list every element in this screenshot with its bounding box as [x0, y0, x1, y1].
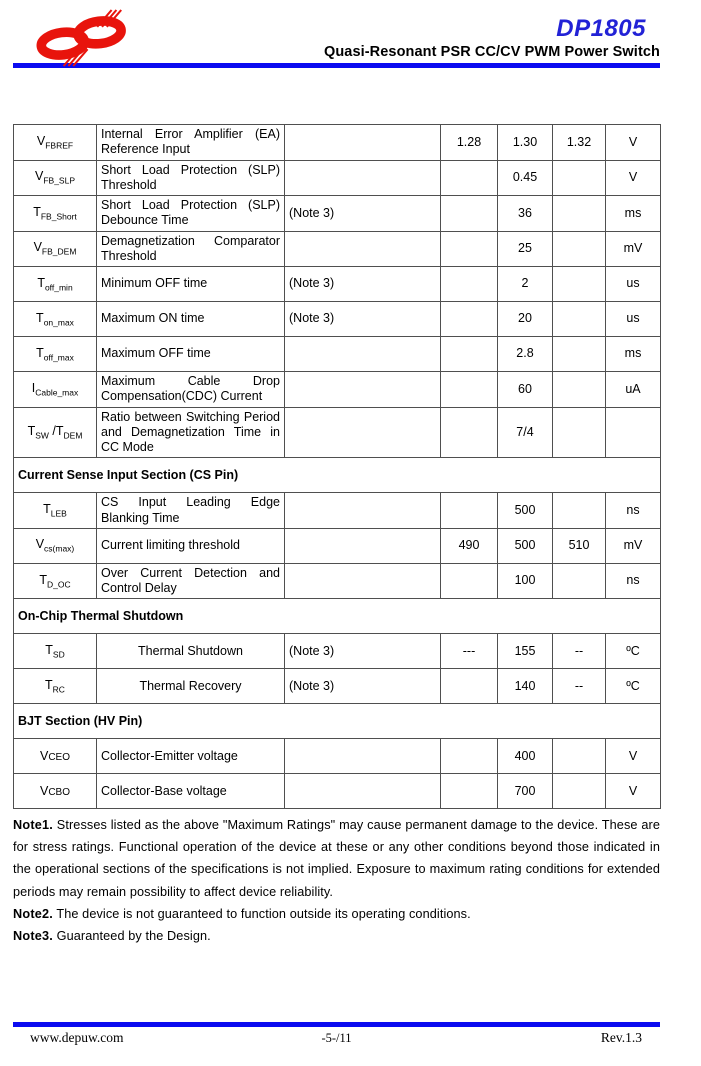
symbol-cell: $T_{SD}$: [14, 634, 97, 669]
typ-cell: 7/4: [498, 407, 553, 458]
unit-cell: V: [606, 739, 661, 774]
parameter-cell: Internal Error Amplifier (EA) Reference Input: [97, 125, 285, 161]
parameter-cell: Short Load Protection (SLP) Debounce Time: [97, 196, 285, 232]
conditions-cell: [285, 160, 441, 196]
conditions-cell: [285, 125, 441, 161]
unit-cell: [606, 407, 661, 458]
unit-cell: V: [606, 125, 661, 161]
unit-cell: us: [606, 302, 661, 337]
typ-cell: 700: [498, 774, 553, 809]
typ-cell: 20: [498, 302, 553, 337]
max-cell: [553, 739, 606, 774]
section-header-row: [14, 704, 661, 739]
header-titles: [134, 9, 660, 60]
min-cell: [441, 493, 498, 529]
max-cell: [553, 337, 606, 372]
unit-cell: mV: [606, 528, 661, 563]
conditions-cell: [285, 774, 441, 809]
typ-cell: 1.30: [498, 125, 553, 161]
spec-row: [14, 372, 661, 408]
symbol-cell: $T_{RC}$: [14, 669, 97, 704]
min-cell: [441, 231, 498, 267]
min-cell: [441, 563, 498, 599]
page-header: [13, 0, 660, 59]
conditions-cell: (Note 3): [285, 634, 441, 669]
unit-cell: ms: [606, 196, 661, 232]
max-cell: [553, 563, 606, 599]
max-cell: 1.32: [553, 125, 606, 161]
typ-cell: 2.8: [498, 337, 553, 372]
spec-row: [14, 528, 661, 563]
symbol-cell: $T_{on\_max}$: [14, 302, 97, 337]
conditions-cell: (Note 3): [285, 302, 441, 337]
unit-cell: ms: [606, 337, 661, 372]
company-logo: [30, 9, 134, 72]
note-label: Note1.: [13, 818, 53, 833]
symbol-cell: $T_{D\_OC}$: [14, 563, 97, 599]
note-paragraph: Note2. The device is not guaranteed to function outside its operating conditions.: [13, 906, 471, 921]
dp-logo-icon: [30, 9, 134, 67]
typ-cell: 0.45: [498, 160, 553, 196]
footer-rule: [13, 1022, 660, 1027]
note-paragraph: Note3. Guaranteed by the Design.: [13, 928, 211, 943]
typ-cell: 500: [498, 528, 553, 563]
max-cell: [553, 196, 606, 232]
max-cell: [553, 231, 606, 267]
conditions-cell: (Note 3): [285, 196, 441, 232]
conditions-cell: [285, 493, 441, 529]
typ-cell: 140: [498, 669, 553, 704]
spec-table: [13, 124, 661, 809]
part-number: DP1805: [556, 15, 646, 42]
symbol-cell: $I_{Cable\_max}$: [14, 372, 97, 408]
symbol-cell: $V_{FBREF}$: [14, 125, 97, 161]
parameter-cell: Maximum OFF time: [97, 337, 285, 372]
parameter-cell: Collector-Emitter voltage: [97, 739, 285, 774]
conditions-cell: [285, 231, 441, 267]
section-title: Current Sense Input Section (CS Pin): [14, 458, 661, 493]
symbol-cell: $V_{FB\_DEM}$: [14, 231, 97, 267]
footer-revision: Rev.1.3: [600, 1030, 642, 1045]
unit-cell: ºC: [606, 634, 661, 669]
conditions-cell: [285, 337, 441, 372]
typ-cell: 60: [498, 372, 553, 408]
unit-cell: us: [606, 267, 661, 302]
typ-cell: 155: [498, 634, 553, 669]
symbol-cell: $T_{SW}$ $/T_{DEM}$: [14, 407, 97, 458]
max-cell: [553, 160, 606, 196]
spec-row: [14, 267, 661, 302]
symbol-cell: $T_{off\_min}$: [14, 267, 97, 302]
min-cell: [441, 774, 498, 809]
conditions-cell: [285, 563, 441, 599]
unit-cell: V: [606, 774, 661, 809]
max-cell: 510: [553, 528, 606, 563]
symbol-cell: $T_{FB\_Short}$: [14, 196, 97, 232]
symbol-cell: $T_{LEB}$: [14, 493, 97, 529]
section-header-row: [14, 599, 661, 634]
section-title: BJT Section (HV Pin): [14, 704, 661, 739]
symbol-cell: VCEO: [14, 739, 97, 774]
min-cell: 490: [441, 528, 498, 563]
symbol-cell: VCBO: [14, 774, 97, 809]
section-title: On-Chip Thermal Shutdown: [14, 599, 661, 634]
parameter-cell: Current limiting threshold: [97, 528, 285, 563]
parameter-cell: Ratio between Switching Period and Demagnetization Time in CC Mode: [97, 407, 285, 458]
max-cell: --: [553, 669, 606, 704]
min-cell: 1.28: [441, 125, 498, 161]
parameter-cell: Demagnetization Comparator Threshold: [97, 231, 285, 267]
unit-cell: ns: [606, 563, 661, 599]
conditions-cell: [285, 739, 441, 774]
spec-row: [14, 196, 661, 232]
spec-row: [14, 160, 661, 196]
unit-cell: uA: [606, 372, 661, 408]
unit-cell: mV: [606, 231, 661, 267]
spec-row: [14, 669, 661, 704]
conditions-cell: (Note 3): [285, 669, 441, 704]
min-cell: [441, 372, 498, 408]
conditions-cell: [285, 372, 441, 408]
symbol-cell: $V_{FB\_SLP}$: [14, 160, 97, 196]
typ-cell: 25: [498, 231, 553, 267]
spec-row: [14, 231, 661, 267]
parameter-cell: Maximum Cable Drop Compensation(CDC) Current: [97, 372, 285, 408]
typ-cell: 500: [498, 493, 553, 529]
typ-cell: 2: [498, 267, 553, 302]
min-cell: [441, 160, 498, 196]
min-cell: ---: [441, 634, 498, 669]
spec-row: [14, 407, 661, 458]
min-cell: [441, 407, 498, 458]
max-cell: [553, 407, 606, 458]
parameter-cell: Short Load Protection (SLP) Threshold: [97, 160, 285, 196]
typ-cell: 100: [498, 563, 553, 599]
min-cell: [441, 196, 498, 232]
conditions-cell: [285, 407, 441, 458]
spec-row: [14, 125, 661, 161]
spec-row: [14, 302, 661, 337]
unit-cell: V: [606, 160, 661, 196]
spec-row: [14, 337, 661, 372]
max-cell: [553, 267, 606, 302]
parameter-cell: Minimum OFF time: [97, 267, 285, 302]
unit-cell: ºC: [606, 669, 661, 704]
min-cell: [441, 337, 498, 372]
spec-row: [14, 563, 661, 599]
conditions-cell: [285, 528, 441, 563]
spec-row: [14, 493, 661, 529]
page-footer: [13, 1022, 660, 1045]
footer-page-number: -5-/11: [321, 1031, 352, 1045]
document-subtitle: Quasi-Resonant PSR CC/CV PWM Power Switch: [323, 44, 660, 60]
datasheet-page: [13, 0, 660, 947]
footer-website: www.depuw.com: [30, 1030, 124, 1045]
parameter-cell: Thermal Recovery: [97, 669, 285, 704]
min-cell: [441, 669, 498, 704]
min-cell: [441, 267, 498, 302]
symbol-cell: $T_{off\_max}$: [14, 337, 97, 372]
spec-row: [14, 634, 661, 669]
max-cell: --: [553, 634, 606, 669]
unit-cell: ns: [606, 493, 661, 529]
parameter-cell: CS Input Leading Edge Blanking Time: [97, 493, 285, 529]
parameter-cell: Thermal Shutdown: [97, 634, 285, 669]
typ-cell: 400: [498, 739, 553, 774]
section-header-row: [14, 458, 661, 493]
parameter-cell: Over Current Detection and Control Delay: [97, 563, 285, 599]
min-cell: [441, 302, 498, 337]
parameter-cell: Collector-Base voltage: [97, 774, 285, 809]
note-label: Note2.: [13, 906, 53, 921]
max-cell: [553, 302, 606, 337]
typ-cell: 36: [498, 196, 553, 232]
parameter-cell: Maximum ON time: [97, 302, 285, 337]
spec-row: [14, 739, 661, 774]
notes: [13, 814, 660, 947]
max-cell: [553, 774, 606, 809]
note-paragraph: Note1. Stresses listed as the above "Maximum Ratings" may cause permanent damage to the device. These are for stress ratings. Functional operation of the device at these or any other conditions beyond those indicated in the operational sections of the specifications is not implied. Exposure to maximum rating conditions for extended periods may remain possibility to affect device reliability.: [13, 818, 660, 899]
max-cell: [553, 372, 606, 408]
min-cell: [441, 739, 498, 774]
max-cell: [553, 493, 606, 529]
symbol-cell: $V_{cs(max)}$: [14, 528, 97, 563]
conditions-cell: (Note 3): [285, 267, 441, 302]
spec-table-body: [14, 125, 661, 809]
spec-row: [14, 774, 661, 809]
note-label: Note3.: [13, 928, 53, 943]
